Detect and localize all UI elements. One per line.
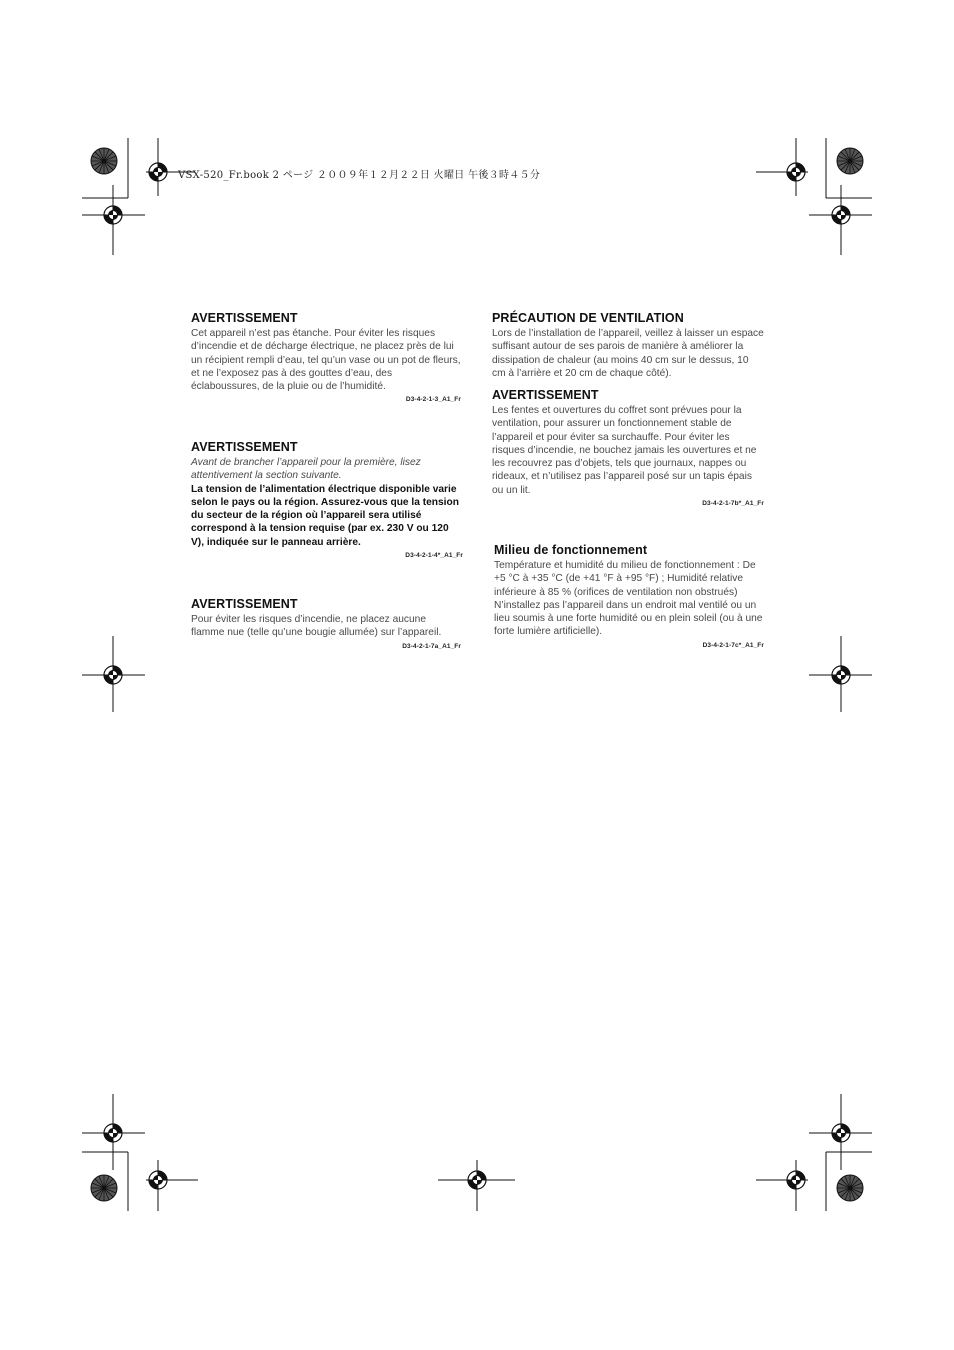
section-title: PRÉCAUTION DE VENTILATION (492, 311, 684, 325)
section-body: Cet appareil n’est pas étanche. Pour éviter les risques d’incendie et de décharge électrique, ne placez près de lui un récipient rempli d’eau, tel qu’un vase ou un pot de fleurs, et ne l’exposez pas à des gouttes d’eau, des éclaboussures, de la pluie ou de l’humidité. (191, 328, 461, 393)
reference-code: D3-4-2-1-7b*_A1_Fr (702, 500, 764, 508)
section-body: Pour éviter les risques d’incendie, ne placez aucune flamme nue (telle qu’une bougie allumée) sur l’appareil. (191, 614, 442, 639)
section-body: La tension de l’alimentation électrique disponible varie selon le pays ou la région. Assurez-vous que la tension du secteur de la région où l’appareil sera utilisé correspond à la tension requise (par ex. 230 V ou 120 V), indiquée sur le panneau arrière. (191, 483, 459, 548)
section-title: AVERTISSEMENT (191, 597, 298, 611)
reference-code: D3-4-2-1-7a_A1_Fr (402, 642, 461, 650)
section-body: Lors de l’installation de l’appareil, veillez à laisser un espace suffisant autour de ses parois de manière à améliorer la dissipation de chaleur (au moins 40 cm sur le dessus, 10 cm à l’arrière et 20 cm de chaque côté). (492, 328, 764, 379)
section-body: Les fentes et ouvertures du coffret sont prévues pour la ventilation, pour assurer un fonctionnement stable de l’appareil et pour éviter sa surchauffe. Pour éviter les risques d’incendie, ne bouchez jamais les ouvertures et ne les recouvrez pas d’objets, tels que journaux, nappes ou rideaux, et n’utilisez pas l’appareil posé sur un tapis épais ou un lit. (492, 405, 757, 496)
section-title: AVERTISSEMENT (492, 388, 599, 402)
section-intro: Avant de brancher l’appareil pour la première, lisez attentivement la section suivante. (191, 457, 421, 482)
section-title: AVERTISSEMENT (191, 440, 298, 454)
reference-code: D3-4-2-1-7c*_A1_Fr (702, 641, 764, 649)
book-header-line: VSX-520_Fr.book 2 ページ ２００９年１２月２２日 火曜日 午後３時４５分 (178, 170, 541, 181)
section-title: Milieu de fonctionnement (494, 543, 648, 557)
section-body-2: N’installez pas l’appareil dans un endroit mal ventilé ou un lieu soumis à une forte humidité ou en plein soleil (ou à une forte lumière artificielle). (494, 599, 763, 638)
reference-code: D3-4-2-1-3_A1_Fr (405, 396, 461, 404)
section-body: Température et humidité du milieu de fonctionnement : De +5 °C à +35 °C (de +41 °F à +95 °F) ; Humidité relative inférieure à 85 % (orifices de ventilation non obstrués) (494, 560, 756, 598)
reference-code: D3-4-2-1-4*_A1_Fr (405, 552, 463, 560)
section-title: AVERTISSEMENT (191, 311, 298, 325)
